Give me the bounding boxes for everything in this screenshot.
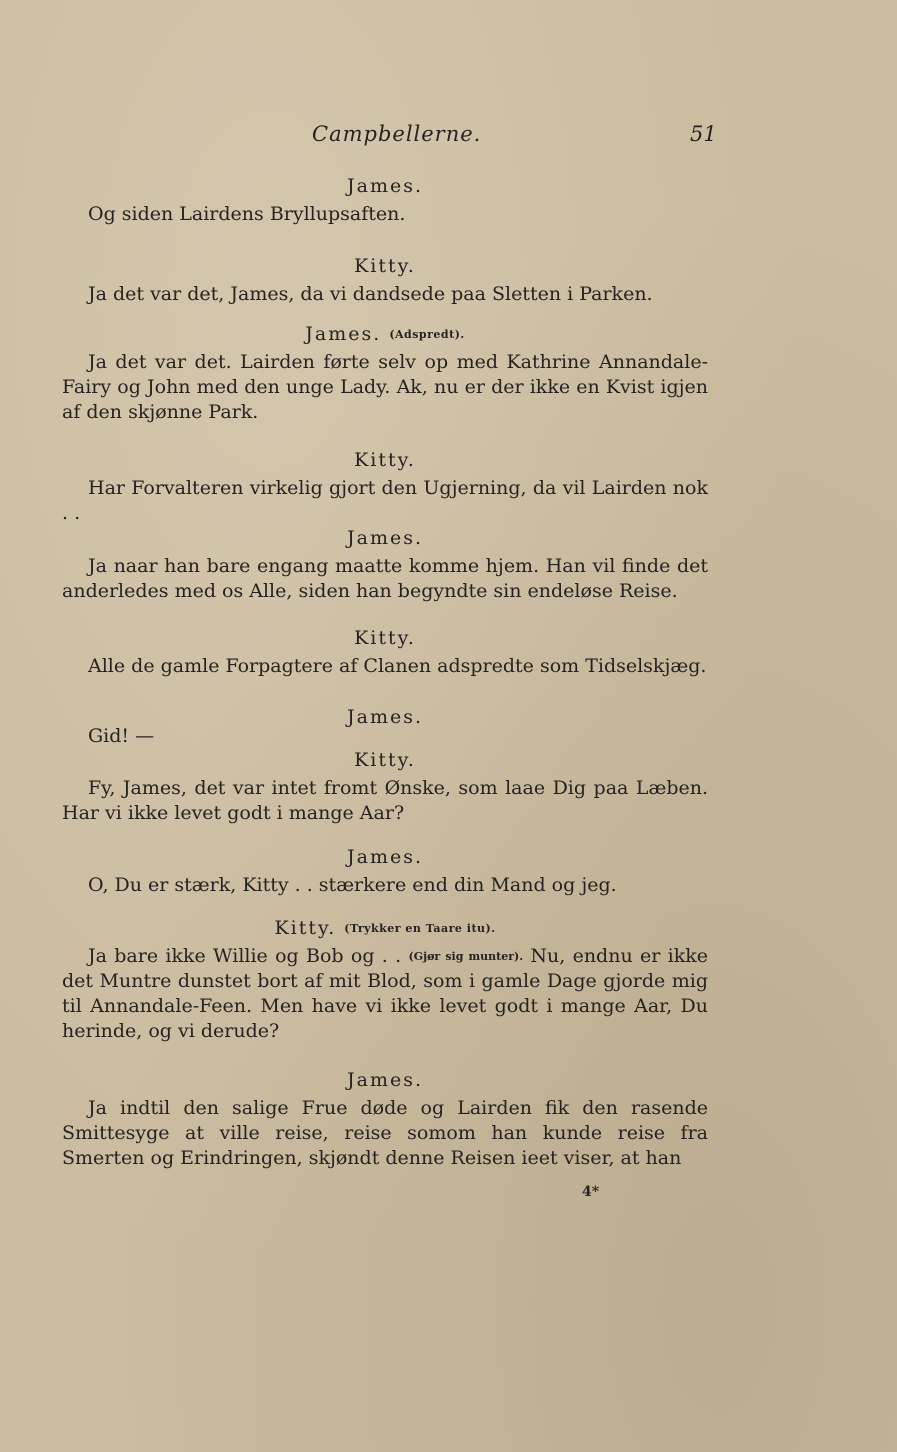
dialogue-block	[62, 254, 708, 307]
dialogue-block	[62, 626, 708, 679]
speaker-name: Kitty.	[354, 749, 416, 771]
dialogue-block	[62, 1068, 708, 1171]
speaker-name: Kitty.	[354, 449, 416, 471]
speaker-name: Kitty.	[354, 255, 416, 277]
running-title: Campbellerne.	[312, 122, 482, 146]
speaker-line	[62, 322, 708, 346]
inline-stage-direction: (Gjør sig munter).	[408, 950, 524, 963]
dialogue-block	[62, 748, 708, 826]
speaker-name: James.	[347, 1069, 423, 1091]
dialogue-block	[62, 916, 708, 1044]
dialogue-block	[62, 705, 708, 749]
dialogue-text: Har Forvalteren virkelig gjort den Ugjerning, da vil Lairden nok . .	[62, 477, 708, 524]
dialogue-block	[62, 322, 708, 425]
dialogue-block	[62, 526, 708, 604]
stage-direction: (Adspredt).	[389, 328, 465, 341]
stage-direction: (Trykker en Taare itu).	[344, 922, 496, 935]
speaker-name: James.	[305, 323, 382, 345]
speaker-name: James.	[347, 527, 423, 549]
dialogue-text: Gid! —	[88, 725, 155, 747]
dialogue-text-part: Nu, endnu er ikke det Muntre dunstet bort af mit Blod, som i gamle Dage gjorde mig til Annandale-Feen. Men have vi ikke levet godt i mange Aar, Du herinde, og vi derude?	[62, 945, 708, 1042]
dialogue-block	[62, 448, 708, 526]
dialogue-text: O, Du er stærk, Kitty . . stærkere end din Mand og jeg.	[88, 874, 617, 896]
dialogue-text: Ja det var det, James, da vi dandsede paa Sletten i Parken.	[88, 283, 653, 305]
speaker-name: Kitty.	[274, 917, 337, 939]
speaker-line	[62, 916, 708, 940]
dialogue-block	[62, 174, 708, 227]
speaker-name: James.	[347, 846, 423, 868]
dialogue-text	[62, 944, 708, 1044]
dialogue-block	[62, 845, 708, 898]
speaker-name: James.	[347, 175, 423, 197]
dialogue-text-part: Ja bare ikke Willie og Bob og . .	[88, 945, 402, 967]
dialogue-text: Ja det var det. Lairden førte selv op med Kathrine Annandale-Fairy og John med den unge Lady. Ak, nu er der ikke en Kvist igjen af den skjønne Park.	[62, 351, 708, 423]
speaker-name: James.	[347, 706, 423, 728]
page-number: 51	[690, 122, 717, 146]
page-header	[0, 122, 897, 152]
dialogue-text: Alle de gamle Forpagtere af Clanen adspredte som Tidselskjæg.	[88, 655, 707, 677]
dialogue-text: Fy, James, det var intet fromt Ønske, som laae Dig paa Læben. Har vi ikke levet godt i mange Aar?	[62, 777, 708, 824]
signature-mark: 4*	[582, 1184, 600, 1200]
dialogue-text: Ja naar han bare engang maatte komme hjem. Han vil finde det anderledes med os Alle, siden han begyndte sin endeløse Reise.	[62, 555, 708, 602]
speaker-name: Kitty.	[354, 627, 416, 649]
dialogue-text: Ja indtil den salige Frue døde og Lairden fik den rasende Smittesyge at ville reise, reise somom han kunde reise fra Smerten og Erindringen, skjøndt denne Reisen ieet viser, at han	[62, 1097, 708, 1169]
dialogue-text: Og siden Lairdens Bryllupsaften.	[88, 203, 406, 225]
